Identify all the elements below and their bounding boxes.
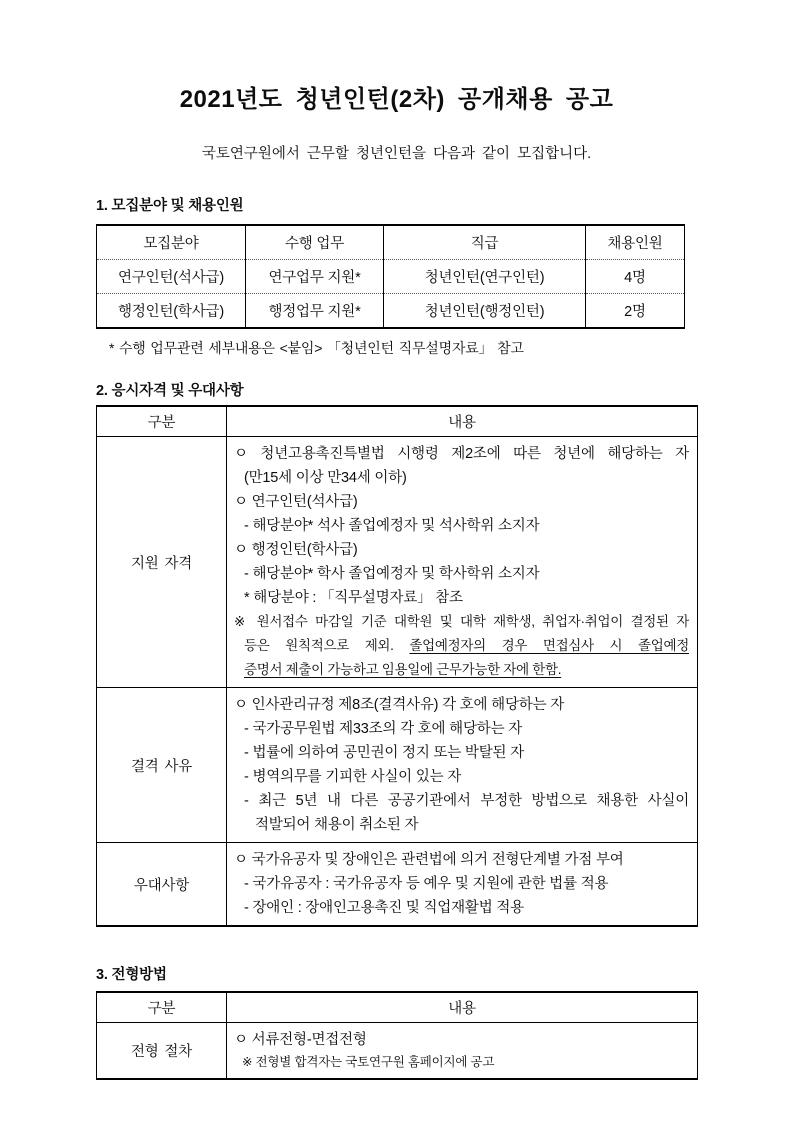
document-subtitle: 국토연구원에서 근무할 청년인턴을 다음과 같이 모집합니다. [201, 146, 592, 163]
content-line-text: (만15세 이상 만34세 이하) [244, 470, 407, 487]
content-line-text: ㅇ 인사관리규정 제8조(결격사유) 각 호에 해당하는 자 [234, 697, 565, 714]
row-label-cell: 지원 자격 [97, 437, 227, 688]
content-line-text: - 최근 5년 내 다른 공공기관에서 부정한 방법으로 채용한 사실이 [244, 793, 689, 810]
content-line-text: - 해당분야* 학사 졸업예정자 및 학사학위 소지자 [244, 566, 540, 583]
content-line [234, 658, 689, 682]
table-header-cell: 구분 [97, 992, 227, 1023]
qualification-table [96, 405, 698, 927]
content-line-text: ㅇ 연구인턴(석사급) [234, 494, 358, 511]
content-line-text: ㅇ 국가유공자 및 장애인은 관련법에 의거 전형단계별 가점 부여 [234, 852, 624, 869]
table-row [97, 294, 685, 329]
content-line [234, 717, 689, 741]
content-line-text: - 병역의무를 기피한 사실이 있는 자 [244, 769, 462, 786]
content-line [234, 538, 689, 562]
row-label-cell: 결격 사유 [97, 688, 227, 843]
content-line [234, 586, 689, 610]
table-cell: 2명 [586, 294, 685, 329]
row-label-cell: 전형 절차 [97, 1023, 227, 1080]
selection-method-table-header [97, 992, 698, 1023]
table-header-row [97, 406, 698, 437]
content-line [234, 872, 689, 896]
table-header-cell: 모집분야 [97, 225, 246, 260]
table-header-cell: 수행 업무 [246, 225, 384, 260]
qualification-table-header [97, 406, 698, 437]
table-cell: 행정인턴(학사급) [118, 304, 224, 321]
selection-method-table [96, 991, 698, 1080]
section-1-heading: 1. 모집분야 및 채용인원 [96, 198, 244, 215]
section-2-heading: 2. 응시자격 및 우대사항 [96, 383, 244, 400]
table-cell: 4명 [586, 260, 685, 294]
recruitment-table-header [97, 225, 685, 260]
row-content-cell [227, 437, 698, 688]
selection-method-table-body [97, 1023, 698, 1080]
content-line-text: ※ 원서접수 마감일 기준 대학원 및 대학 재학생, 취업자·취업이 결정된 자 [234, 614, 689, 630]
content-line-text: - 국가공무원법 제33조의 각 호에 해당하는 자 [244, 721, 523, 738]
section-3-heading: 3. 전형방법 [96, 967, 167, 984]
table-cell: 연구인턴(석사급) [97, 260, 246, 294]
content-line-underlined-text: 증명서 제출이 가능하고 임용일에 근무가능한 자에 한함. [244, 662, 562, 678]
content-line [234, 442, 689, 466]
row-content-cell [227, 1023, 698, 1080]
content-line-text: - 장애인 : 장애인고용촉진 및 직업재활법 적용 [244, 900, 524, 917]
content-line-text: ㅇ 서류전형-면접전형 [234, 1032, 367, 1049]
content-line [234, 813, 689, 837]
content-line [234, 741, 689, 765]
content-line [234, 562, 689, 586]
row-content-cell [227, 843, 698, 927]
table-header-cell: 채용인원 [586, 225, 685, 260]
content-line-text: - 해당분야* 석사 졸업예정자 및 석사학위 소지자 [244, 518, 540, 535]
content-line-text: 등은 원칙적으로 제외. [244, 638, 410, 654]
document-title: 2021년도 청년인턴(2차) 공개채용 공고 [179, 86, 614, 113]
table-header-row [97, 225, 685, 260]
content-line [234, 490, 689, 514]
recruitment-table-footnote: * 수행 업무관련 세부내용은 <붙임> 「청년인턴 직무설명자료」 참고 [109, 340, 524, 357]
content-line-text: * 해당분야 : 「직무설명자료」 참조 [244, 590, 463, 607]
content-line [234, 1052, 689, 1073]
table-row [97, 843, 698, 927]
content-line [234, 848, 689, 872]
table-row [97, 260, 685, 294]
table-cell: 청년인턴(행정인턴) [384, 294, 586, 329]
qualification-table-body [97, 437, 698, 927]
recruitment-table-body [97, 260, 685, 329]
content-line [234, 634, 689, 658]
row-label-cell: 우대사항 [97, 843, 227, 927]
content-line-underlined-text: 졸업예정자의 경우 면접심사 시 졸업예정 [409, 638, 689, 654]
table-header-row [97, 992, 698, 1023]
table-row [97, 688, 698, 843]
table-row [97, 1023, 698, 1080]
recruitment-table [96, 224, 685, 329]
content-line [234, 896, 689, 920]
table-cell: 행정업무 지원* [246, 294, 384, 329]
content-line-text: ㅇ 행정인턴(학사급) [234, 542, 358, 559]
table-cell: 연구업무 지원* [246, 260, 384, 294]
content-line-text: - 국가유공자 : 국가유공자 등 예우 및 지원에 관한 법률 적용 [244, 876, 609, 893]
content-line-text: 적발되어 채용이 취소된 자 [255, 817, 419, 834]
content-line [234, 610, 689, 634]
content-line-text: ※ 전형별 합격자는 국토연구원 홈페이지에 공고 [242, 1055, 495, 1070]
row-content-cell [227, 688, 698, 843]
table-cell: 청년인턴(연구인턴) [384, 260, 586, 294]
table-row [97, 437, 698, 688]
content-line-text: - 법률에 의하여 공민권이 정지 또는 박탈된 자 [244, 745, 524, 762]
content-line [234, 789, 689, 813]
content-line [234, 466, 689, 490]
table-header-cell: 내용 [227, 992, 698, 1023]
content-line [234, 765, 689, 789]
content-line [234, 514, 689, 538]
content-line-text: ㅇ 청년고용촉진특별법 시행령 제2조에 따른 청년에 해당하는 자 [234, 446, 689, 463]
content-line [234, 693, 689, 717]
content-line [234, 1028, 689, 1052]
table-header-cell: 직급 [384, 225, 586, 260]
table-header-cell: 내용 [227, 406, 698, 437]
table-header-cell: 구분 [97, 406, 227, 437]
